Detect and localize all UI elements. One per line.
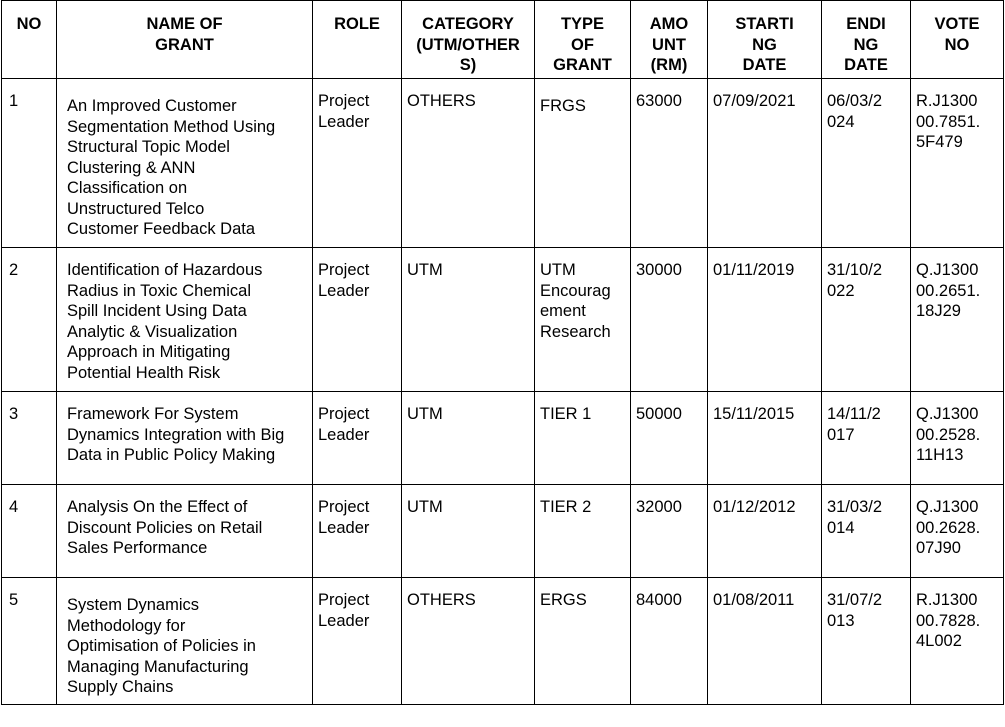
table-row	[2, 578, 1004, 705]
cell-role: Project Leader	[313, 485, 402, 578]
cell-name-of-grant: Framework For System Dynamics Integration with Big Data in Public Policy Making	[57, 392, 313, 485]
cell-starting-date: 07/09/2021	[708, 79, 822, 248]
header-type-of-grant: TYPE OF GRANT	[535, 1, 631, 79]
cell-type-of-grant: FRGS	[535, 79, 631, 248]
cell-amount: 32000	[631, 485, 708, 578]
cell-role: Project Leader	[313, 392, 402, 485]
cell-vote-no: Q.J1300 00.2651. 18J29	[911, 248, 1004, 392]
cell-category: OTHERS	[402, 578, 535, 705]
cell-amount: 63000	[631, 79, 708, 248]
header-category: CATEGORY (UTM/OTHER S)	[402, 1, 535, 79]
cell-starting-date: 15/11/2015	[708, 392, 822, 485]
cell-type-of-grant: TIER 1	[535, 392, 631, 485]
table-row	[2, 248, 1004, 392]
cell-ending-date: 31/03/2 014	[822, 485, 911, 578]
cell-ending-date: 14/11/2 017	[822, 392, 911, 485]
cell-category: UTM	[402, 248, 535, 392]
cell-type-of-grant: ERGS	[535, 578, 631, 705]
cell-ending-date: 31/10/2 022	[822, 248, 911, 392]
cell-no: 4	[2, 485, 57, 578]
cell-starting-date: 01/08/2011	[708, 578, 822, 705]
cell-vote-no: Q.J1300 00.2528. 11H13	[911, 392, 1004, 485]
cell-category: UTM	[402, 392, 535, 485]
cell-no: 1	[2, 79, 57, 248]
header-amount: AMO UNT (RM)	[631, 1, 708, 79]
cell-vote-no: R.J1300 00.7828. 4L002	[911, 578, 1004, 705]
cell-amount: 84000	[631, 578, 708, 705]
table-row	[2, 392, 1004, 485]
cell-amount: 50000	[631, 392, 708, 485]
cell-no: 2	[2, 248, 57, 392]
cell-name-of-grant: An Improved Customer Segmentation Method Using Structural Topic Model Clustering & ANN Classification on Unstructured Telco Customer Feedback Data	[57, 79, 313, 248]
cell-starting-date: 01/11/2019	[708, 248, 822, 392]
cell-vote-no: Q.J1300 00.2628. 07J90	[911, 485, 1004, 578]
header-ending-date: ENDI NG DATE	[822, 1, 911, 79]
cell-role: Project Leader	[313, 578, 402, 705]
header-vote-no: VOTE NO	[911, 1, 1004, 79]
header-row	[2, 1, 1004, 79]
cell-ending-date: 06/03/2 024	[822, 79, 911, 248]
header-name-of-grant: NAME OF GRANT	[57, 1, 313, 79]
cell-no: 5	[2, 578, 57, 705]
cell-ending-date: 31/07/2 013	[822, 578, 911, 705]
cell-vote-no: R.J1300 00.7851. 5F479	[911, 79, 1004, 248]
cell-name-of-grant: System Dynamics Methodology for Optimisation of Policies in Managing Manufacturing Supply Chains	[57, 578, 313, 705]
cell-no: 3	[2, 392, 57, 485]
cell-name-of-grant: Identification of Hazardous Radius in Toxic Chemical Spill Incident Using Data Analytic & Visualization Approach in Mitigating Potential Health Risk	[57, 248, 313, 392]
cell-category: UTM	[402, 485, 535, 578]
header-no: NO	[2, 1, 57, 79]
cell-amount: 30000	[631, 248, 708, 392]
cell-category: OTHERS	[402, 79, 535, 248]
cell-role: Project Leader	[313, 248, 402, 392]
grant-table	[1, 0, 1004, 705]
cell-type-of-grant: TIER 2	[535, 485, 631, 578]
header-role: ROLE	[313, 1, 402, 79]
cell-role: Project Leader	[313, 79, 402, 248]
table-row	[2, 485, 1004, 578]
cell-starting-date: 01/12/2012	[708, 485, 822, 578]
header-starting-date: STARTI NG DATE	[708, 1, 822, 79]
cell-name-of-grant: Analysis On the Effect of Discount Policies on Retail Sales Performance	[57, 485, 313, 578]
cell-type-of-grant: UTM Encourag ement Research	[535, 248, 631, 392]
table-row	[2, 79, 1004, 248]
